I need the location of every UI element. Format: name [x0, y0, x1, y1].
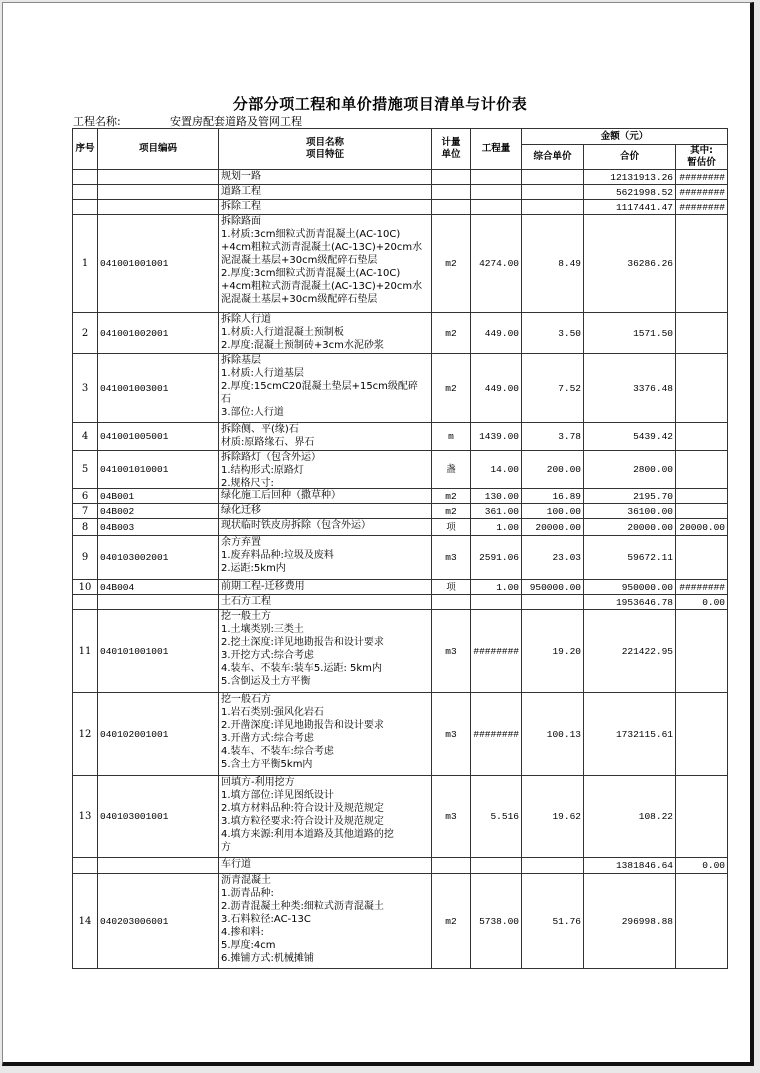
total-price: 2800.00: [584, 451, 676, 489]
item-name: 前期工程-迁移费用: [221, 581, 305, 592]
header-unit: [432, 129, 471, 170]
item-code: 041001005001: [98, 423, 219, 451]
item-code: 041001002001: [98, 313, 219, 354]
quantity: ########: [471, 693, 522, 776]
item-feature-line: 方: [221, 842, 231, 853]
item-feature-line: 泥混凝土基层+30cm级配碎石垫层: [221, 294, 378, 305]
row-number: 9: [73, 536, 98, 580]
quantity: [471, 185, 522, 200]
quantity: 5738.00: [471, 874, 522, 969]
total-price: 108.22: [584, 776, 676, 858]
row-number: 8: [73, 519, 98, 536]
row-number: 1: [73, 215, 98, 313]
table-row: [73, 170, 728, 185]
quantity: [471, 858, 522, 874]
unit-price: 51.76: [522, 874, 584, 969]
header-unit-line2: 单位: [441, 149, 461, 160]
total-price: 1732115.61: [584, 693, 676, 776]
item-code: 04B004: [98, 580, 219, 595]
provisional-price: ########: [676, 580, 728, 595]
provisional-price: ########: [676, 200, 728, 215]
bill-of-quantities-table: [72, 128, 728, 969]
item-feature-line: 1.填方部位:详见图纸设计: [221, 790, 334, 801]
item-code: 040103002001: [98, 536, 219, 580]
item-name-description: [219, 595, 432, 610]
header-unit-line1: 计量: [441, 137, 461, 148]
item-feature-line: 5.含土方平衡5km内: [221, 759, 313, 770]
unit: m3: [432, 776, 471, 858]
item-feature-line: 材质:原路缘石、界石: [221, 437, 315, 448]
quantity: 14.00: [471, 451, 522, 489]
item-feature-line: 2.开凿深度:详见地勘报告和设计要求: [221, 720, 384, 731]
total-price: 5621998.52: [584, 185, 676, 200]
item-name: 绿化迁移: [221, 505, 261, 516]
table-row: [73, 776, 728, 858]
total-price: 20000.00: [584, 519, 676, 536]
project-name-label: 工程名称:: [73, 115, 121, 128]
quantity: 1.00: [471, 519, 522, 536]
item-name-description: [219, 504, 432, 519]
document-title: 分部分项工程和单价措施项目清单与计价表: [232, 95, 528, 113]
item-feature-line: 3.开挖方式:综合考虑: [221, 650, 314, 661]
item-name-description: [219, 580, 432, 595]
table-row: [73, 451, 728, 489]
table-row: [73, 580, 728, 595]
item-name: 现状临时铁皮房拆除（包含外运）: [221, 520, 371, 531]
row-number: [73, 595, 98, 610]
item-name-description: [219, 874, 432, 969]
table-row: [73, 185, 728, 200]
item-feature-line: 泥混凝土基层+30cm级配碎石垫层: [221, 255, 378, 266]
item-name-description: [219, 423, 432, 451]
unit: m2: [432, 504, 471, 519]
item-feature-line: 3.填方粒径要求:符合设计及规范规定: [221, 816, 384, 827]
unit: m2: [432, 354, 471, 423]
item-feature-line: 2.厚度:混凝土预制砖+3cm水泥砂浆: [221, 340, 384, 351]
unit-price: 19.20: [522, 610, 584, 693]
item-name-description: [219, 451, 432, 489]
unit-price: [522, 170, 584, 185]
item-name-description: [219, 354, 432, 423]
item-name: 拆除路灯（包含外运）: [221, 452, 321, 463]
unit-price: 16.89: [522, 489, 584, 504]
unit: 项: [432, 580, 471, 595]
row-number: 11: [73, 610, 98, 693]
item-feature-line: 1.土壤类别:三类土: [221, 624, 304, 635]
item-feature-line: 5.含倒运及土方平衡: [221, 676, 311, 687]
provisional-price: [676, 874, 728, 969]
item-feature-line: 3.开凿方式:综合考虑: [221, 733, 314, 744]
item-code: [98, 200, 219, 215]
unit: [432, 185, 471, 200]
unit-price: 200.00: [522, 451, 584, 489]
row-number: 2: [73, 313, 98, 354]
unit-price: [522, 200, 584, 215]
item-code: 04B002: [98, 504, 219, 519]
item-name: 挖一般石方: [221, 694, 271, 705]
item-feature-line: 2.厚度:3cm细粒式沥青混凝土(AC-10C): [221, 268, 401, 279]
item-code: [98, 185, 219, 200]
provisional-price: 0.00: [676, 858, 728, 874]
row-number: [73, 185, 98, 200]
unit: m3: [432, 536, 471, 580]
item-code: 040102001001: [98, 693, 219, 776]
item-feature-line: 4.填方来源:利用本道路及其他道路的挖: [221, 829, 394, 840]
item-name-description: [219, 693, 432, 776]
provisional-price: 20000.00: [676, 519, 728, 536]
quantity: [471, 595, 522, 610]
header-provisional-line1: 其中:: [690, 145, 713, 156]
item-feature-line: 1.材质:人行道基层: [221, 368, 304, 379]
total-price: 36100.00: [584, 504, 676, 519]
table-row: [73, 693, 728, 776]
total-price: 5439.42: [584, 423, 676, 451]
unit: [432, 200, 471, 215]
item-feature-line: 1.沥青品种:: [221, 888, 274, 899]
row-number: 12: [73, 693, 98, 776]
total-price: 1953646.78: [584, 595, 676, 610]
item-name: 余方弃置: [221, 537, 261, 548]
provisional-price: [676, 693, 728, 776]
item-code: 04B003: [98, 519, 219, 536]
quantity: [471, 170, 522, 185]
item-feature-line: 2.规格尺寸:: [221, 478, 274, 488]
item-code: [98, 170, 219, 185]
header-provisional: [676, 145, 728, 170]
item-name: 沥青混凝土: [221, 875, 271, 886]
table-row: [73, 519, 728, 536]
header-provisional-line2: 暂估价: [687, 157, 716, 168]
header-no: 序号: [73, 129, 98, 170]
item-code: 040203006001: [98, 874, 219, 969]
table-row: [73, 354, 728, 423]
unit: m: [432, 423, 471, 451]
row-number: [73, 200, 98, 215]
unit: [432, 595, 471, 610]
table-row: [73, 610, 728, 693]
table-row: [73, 504, 728, 519]
item-name-description: [219, 185, 432, 200]
quantity: 4274.00: [471, 215, 522, 313]
table-row: [73, 215, 728, 313]
item-name: 规划一路: [221, 171, 261, 182]
item-name-description: [219, 858, 432, 874]
total-price: 1571.50: [584, 313, 676, 354]
quantity: 1439.00: [471, 423, 522, 451]
item-code: 041001003001: [98, 354, 219, 423]
item-code: 041001010001: [98, 451, 219, 489]
row-number: 3: [73, 354, 98, 423]
total-price: 3376.48: [584, 354, 676, 423]
item-name-description: [219, 536, 432, 580]
item-feature-line: 1.废弃料品种:垃圾及废料: [221, 550, 334, 561]
item-feature-line: 1.结构形式:原路灯: [221, 465, 304, 476]
item-code: 04B001: [98, 489, 219, 504]
unit-price: [522, 595, 584, 610]
item-feature-line: 1.材质:3cm细粒式沥青混凝土(AC-10C): [221, 229, 401, 240]
quantity: 361.00: [471, 504, 522, 519]
unit: m3: [432, 693, 471, 776]
header-amount-group: 金额（元）: [522, 129, 728, 145]
item-feature-line: +4cm粗粒式沥青混凝土(AC-13C)+20cm水: [221, 281, 423, 292]
project-name-value: 安置房配套道路及管网工程: [170, 115, 302, 128]
item-feature-line: 2.挖土深度:详见地勘报告和设计要求: [221, 637, 384, 648]
item-code: 040103001001: [98, 776, 219, 858]
item-name: 拆除工程: [221, 201, 261, 212]
unit: m2: [432, 313, 471, 354]
unit-price: 100.13: [522, 693, 584, 776]
unit: m2: [432, 489, 471, 504]
item-name: 拆除人行道: [221, 314, 271, 325]
quantity: 449.00: [471, 313, 522, 354]
provisional-price: [676, 776, 728, 858]
unit-price: 100.00: [522, 504, 584, 519]
table-row: [73, 536, 728, 580]
header-total: 合价: [584, 145, 676, 170]
total-price: 950000.00: [584, 580, 676, 595]
unit-price: 3.78: [522, 423, 584, 451]
item-feature-line: 2.填方材料品种:符合设计及规范规定: [221, 803, 384, 814]
provisional-price: [676, 313, 728, 354]
row-number: 10: [73, 580, 98, 595]
table-row: [73, 489, 728, 504]
item-feature-line: 1.岩石类别:强风化岩石: [221, 707, 324, 718]
item-name: 土石方工程: [221, 596, 271, 607]
item-feature-line: 4.装车、不装车:装车5.运距: 5km内: [221, 663, 382, 674]
item-name-description: [219, 776, 432, 858]
total-price: 296998.88: [584, 874, 676, 969]
quantity: 1.00: [471, 580, 522, 595]
quantity: 5.516: [471, 776, 522, 858]
quantity: [471, 200, 522, 215]
header-unit-price: 综合单价: [522, 145, 584, 170]
row-number: [73, 858, 98, 874]
total-price: 36286.26: [584, 215, 676, 313]
item-feature-line: 2.厚度:15cmC20混凝土垫层+15cm级配碎: [221, 381, 418, 392]
unit: 盏: [432, 451, 471, 489]
header-qty: 工程量: [471, 129, 522, 170]
table-row: [73, 595, 728, 610]
quantity: 130.00: [471, 489, 522, 504]
quantity: 449.00: [471, 354, 522, 423]
row-number: 6: [73, 489, 98, 504]
unit-price: 3.50: [522, 313, 584, 354]
item-feature-line: 1.材质:人行道混凝土预制板: [221, 327, 344, 338]
unit-price: [522, 185, 584, 200]
unit-price: 950000.00: [522, 580, 584, 595]
table-row: [73, 200, 728, 215]
total-price: 2195.70: [584, 489, 676, 504]
row-number: 4: [73, 423, 98, 451]
unit: 项: [432, 519, 471, 536]
item-feature-line: 4.掺和料:: [221, 927, 264, 938]
item-name: 拆除路面: [221, 216, 261, 227]
item-feature-line: 4.装车、不装车:综合考虑: [221, 746, 334, 757]
item-name-description: [219, 519, 432, 536]
unit-price: [522, 858, 584, 874]
item-name: 车行道: [221, 859, 251, 870]
header-name: [219, 129, 432, 170]
provisional-price: [676, 354, 728, 423]
item-feature-line: 2.沥青混凝土种类:细粒式沥青混凝土: [221, 901, 384, 912]
header-name-line2: 项目特征: [305, 149, 344, 160]
item-name-description: [219, 215, 432, 313]
table-row: [73, 858, 728, 874]
table-body: [73, 170, 728, 969]
row-number: [73, 170, 98, 185]
item-name: 回填方-利用挖方: [221, 777, 295, 788]
item-code: [98, 858, 219, 874]
unit: m3: [432, 610, 471, 693]
provisional-price: [676, 423, 728, 451]
item-code: 041001001001: [98, 215, 219, 313]
item-name-description: [219, 313, 432, 354]
unit-price: 7.52: [522, 354, 584, 423]
item-name: 拆除基层: [221, 355, 261, 366]
row-number: 14: [73, 874, 98, 969]
item-name: 道路工程: [221, 186, 261, 197]
provisional-price: [676, 610, 728, 693]
item-code: 040101001001: [98, 610, 219, 693]
item-feature-line: 6.摊铺方式:机械摊铺: [221, 953, 314, 964]
item-feature-line: 3.部位:人行道: [221, 407, 284, 418]
item-name-description: [219, 610, 432, 693]
total-price: 221422.95: [584, 610, 676, 693]
provisional-price: [676, 536, 728, 580]
table-row: [73, 874, 728, 969]
item-name: 绿化施工后回种（撒草种）: [221, 490, 341, 501]
provisional-price: [676, 504, 728, 519]
item-name: 拆除侧、平(缘)石: [221, 424, 299, 435]
quantity: 2591.06: [471, 536, 522, 580]
provisional-price: ########: [676, 185, 728, 200]
unit: m2: [432, 874, 471, 969]
table-row: [73, 423, 728, 451]
item-feature-line: 2.运距:5km内: [221, 563, 286, 574]
table-row: [73, 313, 728, 354]
item-feature-line: 石: [221, 394, 231, 405]
unit-price: 19.62: [522, 776, 584, 858]
item-name-description: [219, 489, 432, 504]
provisional-price: 0.00: [676, 595, 728, 610]
provisional-price: [676, 215, 728, 313]
unit-price: 20000.00: [522, 519, 584, 536]
header-code: 项目编码: [98, 129, 219, 170]
item-feature-line: +4cm粗粒式沥青混凝土(AC-13C)+20cm水: [221, 242, 423, 253]
provisional-price: ########: [676, 170, 728, 185]
header-name-line1: 项目名称: [305, 137, 344, 148]
unit-price: 8.49: [522, 215, 584, 313]
row-number: 5: [73, 451, 98, 489]
quantity: ########: [471, 610, 522, 693]
total-price: 1381846.64: [584, 858, 676, 874]
item-name-description: [219, 200, 432, 215]
total-price: 1117441.47: [584, 200, 676, 215]
unit-price: 23.03: [522, 536, 584, 580]
row-number: 7: [73, 504, 98, 519]
total-price: 59672.11: [584, 536, 676, 580]
unit: [432, 858, 471, 874]
item-feature-line: 3.石料粒径:AC-13C: [221, 914, 311, 925]
provisional-price: [676, 489, 728, 504]
provisional-price: [676, 451, 728, 489]
item-feature-line: 5.厚度:4cm: [221, 940, 276, 951]
row-number: 13: [73, 776, 98, 858]
item-name-description: [219, 170, 432, 185]
item-code: [98, 595, 219, 610]
unit: m2: [432, 215, 471, 313]
total-price: 12131913.26: [584, 170, 676, 185]
item-name: 挖一般土方: [221, 611, 271, 622]
unit: [432, 170, 471, 185]
